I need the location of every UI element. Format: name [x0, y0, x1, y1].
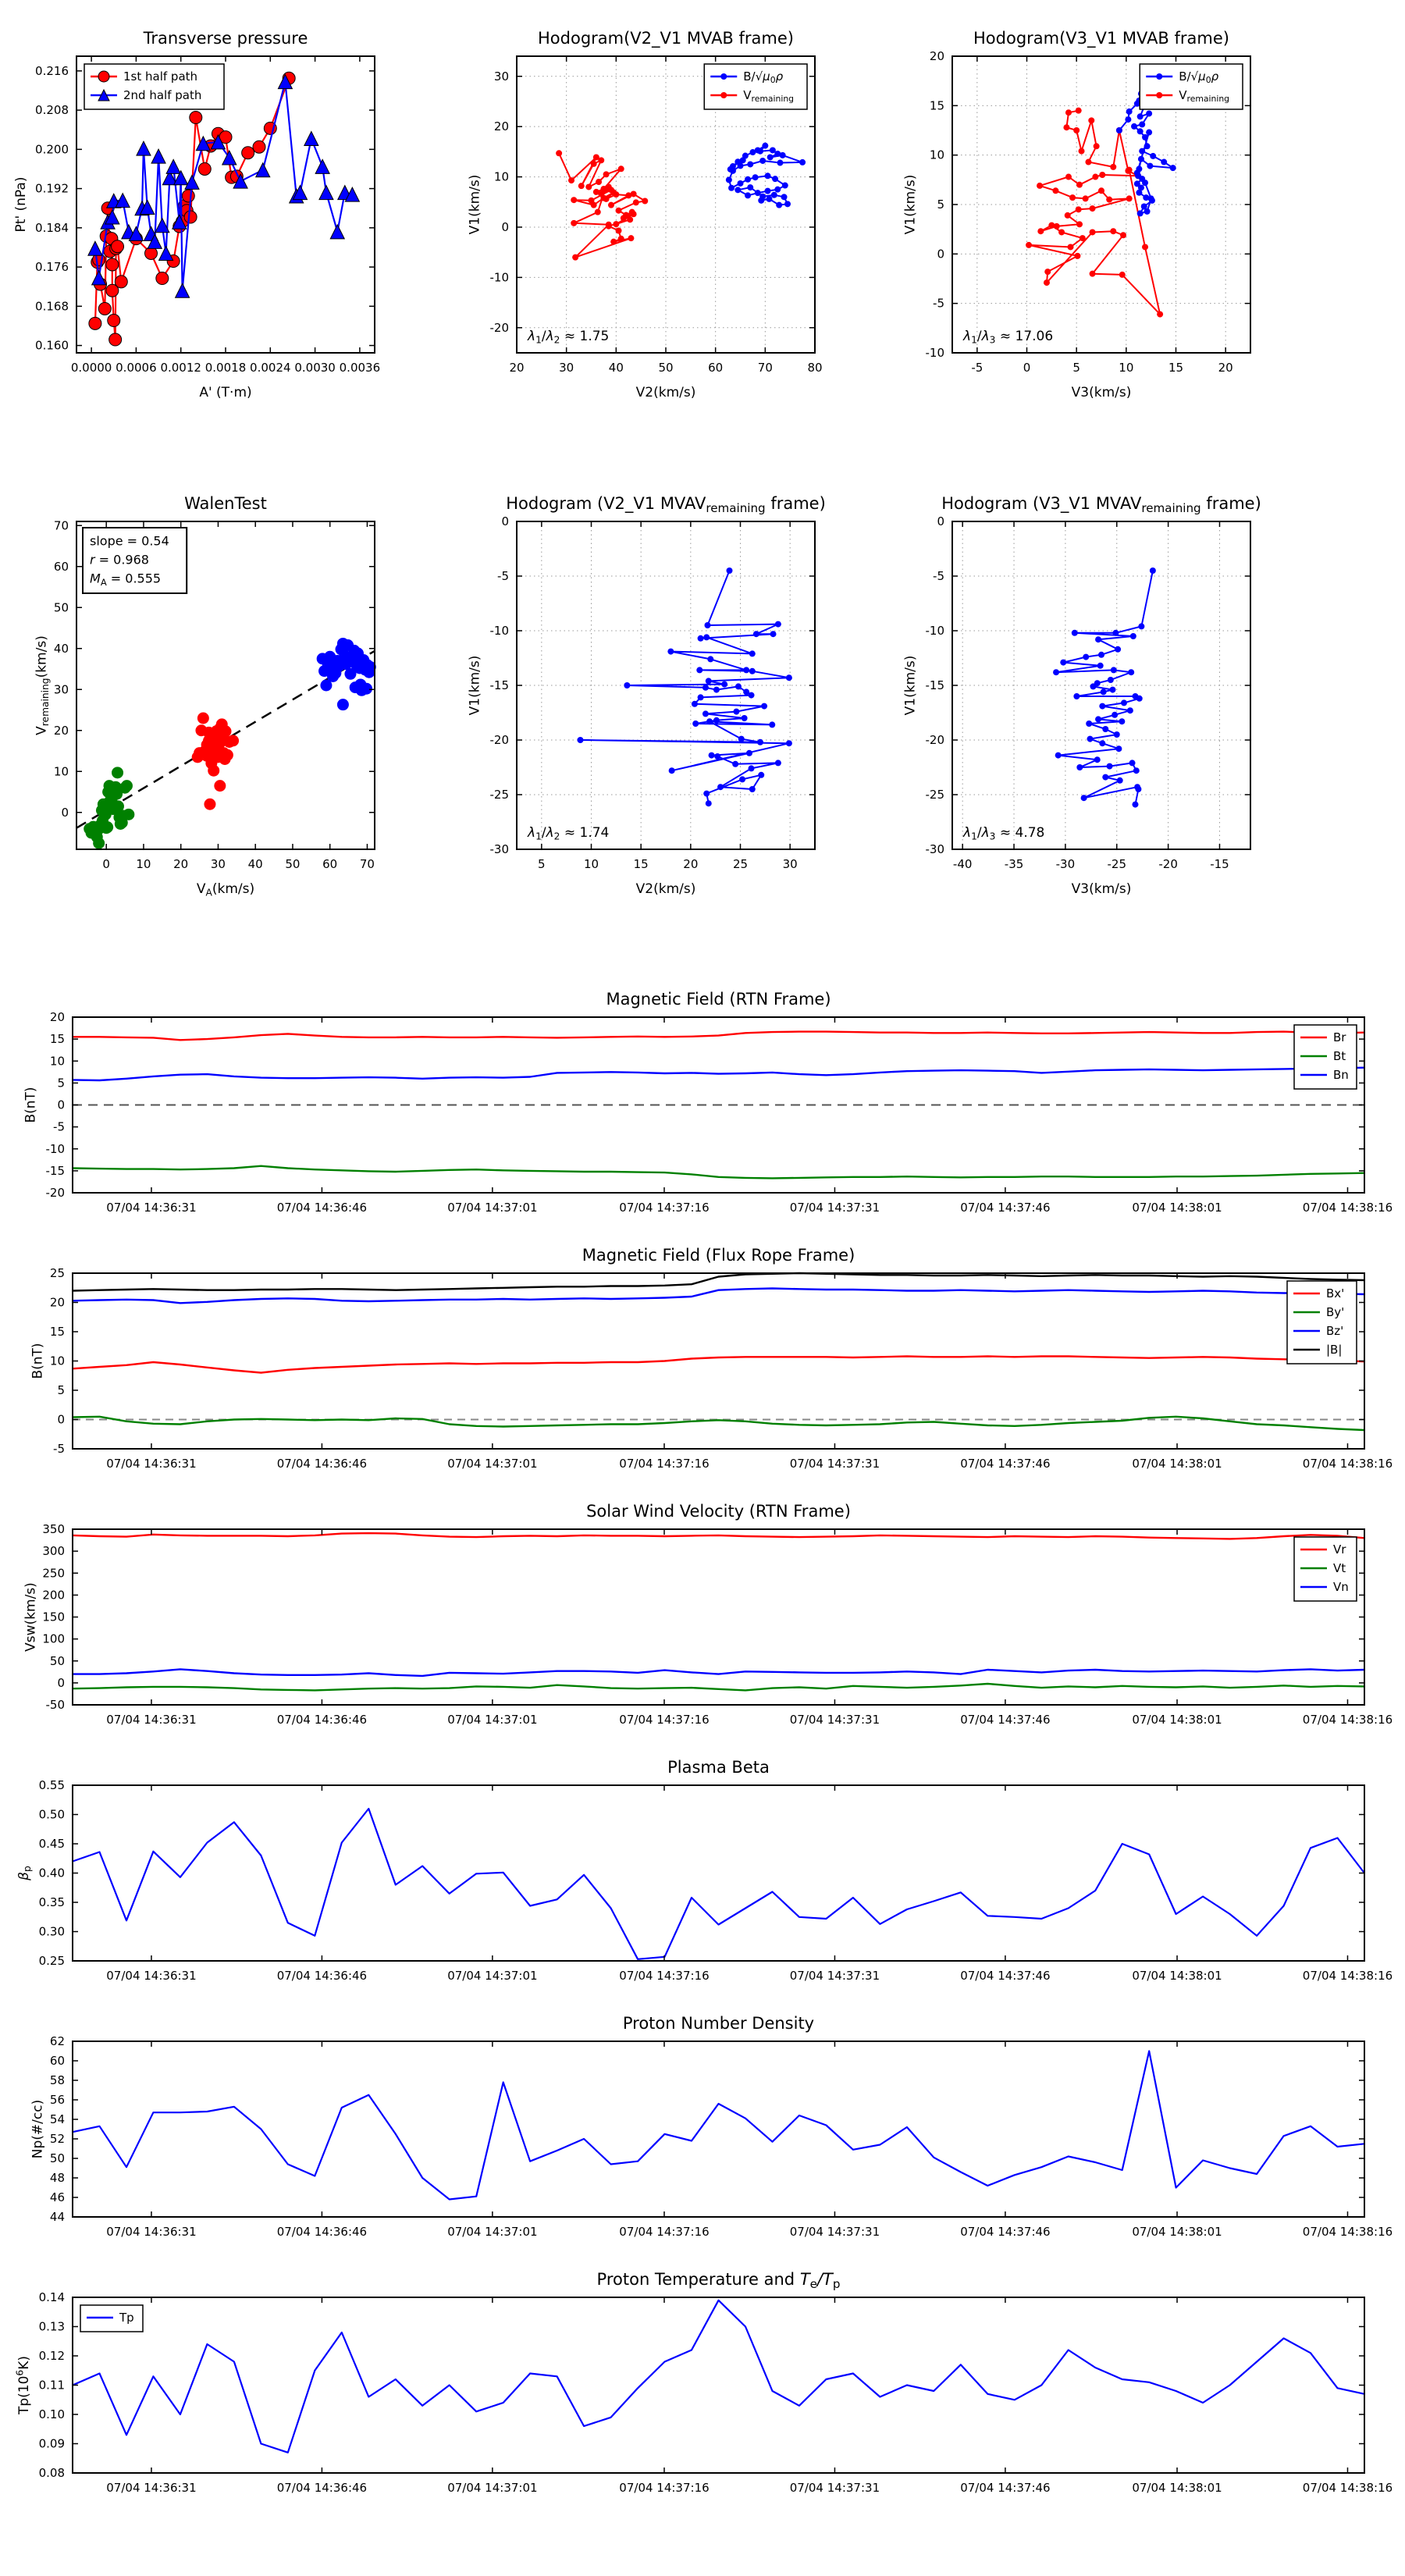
y-tick-label: 5 — [57, 1076, 65, 1091]
y-tick-label: 52 — [49, 2132, 65, 2146]
x-tick-label: 07/04 14:36:31 — [106, 2225, 197, 2239]
y-tick-label: 0 — [57, 1098, 65, 1112]
legend-label: $B/√\mu_0\rho$ — [743, 69, 784, 85]
lambda-annotation: $\lambda_1/\lambda_3 \approx 17.06$ — [963, 329, 1054, 346]
x-tick-label: 07/04 14:37:31 — [789, 1457, 880, 1471]
series-Tp — [73, 2300, 1364, 2453]
series-Bn — [73, 1068, 1364, 1080]
y-tick-label: 0.55 — [38, 1778, 65, 1792]
chart-hodogram-v2v1-mvav — [467, 494, 826, 897]
y-tick-label: 250 — [42, 1566, 65, 1581]
y-tick-label: 0.200 — [35, 142, 69, 157]
stats-line: slope = 0.54 — [90, 533, 169, 549]
x-tick-label: 07/04 14:36:46 — [276, 1969, 368, 1983]
y-tick-label: -25 — [925, 788, 944, 802]
legend — [1294, 1537, 1357, 1601]
x-tick-label: 10 — [583, 857, 599, 871]
x-tick-label: 07/04 14:38:16 — [1302, 1713, 1393, 1727]
x-tick-label: 07/04 14:38:01 — [1132, 2481, 1222, 2495]
x-tick-label: 0.0030 — [294, 361, 336, 375]
x-tick-label: 0.0000 — [70, 361, 112, 375]
x-tick-label: 07/04 14:37:01 — [447, 2225, 538, 2239]
y-tick-label: 25 — [49, 1266, 65, 1280]
x-tick-label: 30 — [210, 857, 226, 871]
series-v-remaining — [559, 153, 645, 257]
x-tick-label: -5 — [971, 361, 984, 375]
x-axis-label: A' (T·m) — [199, 385, 252, 400]
series-Vn — [73, 1669, 1364, 1676]
x-tick-label: 07/04 14:36:46 — [276, 1201, 368, 1215]
x-tick-label: 0.0024 — [250, 361, 291, 375]
markers-cluster-mid — [192, 713, 239, 810]
y-tick-label: 0.216 — [35, 63, 69, 78]
x-tick-label: 07/04 14:37:31 — [789, 1713, 880, 1727]
x-tick-label: 70 — [757, 361, 773, 375]
y-tick-label: -5 — [933, 569, 944, 583]
y-tick-label: 20 — [49, 1295, 65, 1310]
y-tick-label: 60 — [53, 559, 69, 574]
y-tick-label: 0.08 — [38, 2466, 65, 2480]
chart-hodogram-v3v1-mvab — [902, 29, 1250, 400]
axes-frame — [73, 2297, 1364, 2473]
y-tick-label: -15 — [489, 678, 509, 692]
x-tick-label: 07/04 14:37:31 — [789, 2225, 880, 2239]
y-tick-label: 50 — [49, 2151, 65, 2165]
chart-proton-temperature — [14, 2270, 1393, 2495]
x-tick-label: 0.0012 — [160, 361, 201, 375]
y-tick-label: 0.45 — [38, 1837, 65, 1851]
y-tick-label: 0.30 — [38, 1924, 65, 1939]
x-tick-label: 07/04 14:36:46 — [276, 1713, 368, 1727]
x-tick-label: 07/04 14:37:16 — [619, 1969, 710, 1983]
y-tick-label: -5 — [933, 296, 944, 311]
legend — [1287, 1281, 1357, 1364]
x-tick-label: 07/04 14:38:16 — [1302, 1969, 1393, 1983]
legend — [704, 64, 807, 109]
y-tick-label: 0 — [61, 805, 69, 820]
y-tick-label: -5 — [497, 569, 509, 583]
y-tick-label: 10 — [929, 148, 944, 162]
chart-title: Solar Wind Velocity (RTN Frame) — [586, 1502, 851, 1521]
legend-label: $V_{remaining}$ — [1179, 88, 1230, 104]
x-tick-label: 15 — [633, 857, 649, 871]
y-tick-label: -50 — [45, 1698, 65, 1712]
y-axis-label: Pt' (nPa) — [13, 176, 29, 233]
x-tick-label: 07/04 14:37:01 — [447, 1457, 538, 1471]
x-tick-label: 07/04 14:37:46 — [960, 1969, 1051, 1983]
y-tick-label: -20 — [925, 733, 944, 747]
series-Bx-prime — [73, 1357, 1364, 1373]
y-tick-label: -10 — [45, 1141, 65, 1156]
chart-transverse-pressure — [13, 29, 381, 400]
y-axis-label: Np(#/cc) — [30, 2099, 46, 2159]
chart-title: WalenTest — [184, 494, 267, 513]
y-tick-label: 0 — [501, 219, 509, 234]
y-tick-label: 40 — [53, 641, 69, 656]
legend-label: Bz' — [1326, 1324, 1344, 1338]
legend-label: 1st half path — [123, 69, 198, 84]
y-tick-label: 100 — [42, 1631, 65, 1646]
legend-label: Bx' — [1326, 1286, 1345, 1300]
chart-title: Hodogram (V3_V1 $MVAV_{remaining}$ frame) — [941, 494, 1261, 516]
legend-label: Vt — [1333, 1561, 1346, 1575]
x-tick-label: 20 — [509, 361, 525, 375]
x-tick-label: 20 — [1218, 361, 1233, 375]
legend-label: By' — [1326, 1305, 1345, 1319]
x-tick-label: 07/04 14:38:16 — [1302, 2481, 1393, 2495]
x-tick-label: 5 — [1072, 361, 1080, 375]
x-tick-label: 07/04 14:36:46 — [276, 1457, 368, 1471]
y-tick-label: 200 — [42, 1588, 65, 1603]
series-Vr — [73, 1533, 1364, 1539]
y-tick-label: 0 — [57, 1675, 65, 1690]
y-tick-label: 30 — [493, 69, 509, 84]
y-tick-label: 15 — [49, 1032, 65, 1047]
chart-title: Magnetic Field (Flux Rope Frame) — [582, 1246, 855, 1265]
x-tick-label: -30 — [1055, 857, 1076, 871]
y-tick-label: -15 — [925, 678, 944, 692]
chart-title: Proton Number Density — [622, 2014, 815, 2033]
series-B-magnitude — [73, 1273, 1364, 1291]
series-b-alfven — [581, 571, 789, 803]
x-tick-label: 07/04 14:37:16 — [619, 1713, 710, 1727]
y-tick-label: -20 — [45, 1186, 65, 1200]
chart-title: Hodogram(V2_V1 MVAB frame) — [538, 29, 794, 48]
y-tick-label: 54 — [49, 2112, 65, 2126]
x-axis-label: V2(km/s) — [635, 881, 696, 897]
series-By-prime — [73, 1417, 1364, 1430]
y-tick-label: 0.160 — [35, 338, 69, 353]
y-axis-label: B(nT) — [23, 1087, 39, 1123]
x-tick-label: 07/04 14:37:46 — [960, 2225, 1051, 2239]
series-Bz-prime — [73, 1289, 1364, 1304]
y-tick-label: 20 — [53, 723, 69, 738]
y-axis-label: $Tp(10^6K)$ — [14, 2355, 32, 2415]
chart-hodogram-v2v1-mvab — [467, 29, 823, 400]
chart-svg-hodogram-v2v1-mvav — [467, 494, 826, 897]
y-tick-label: 0.11 — [38, 2378, 65, 2393]
stats-line: r = 0.968 — [90, 552, 149, 568]
y-tick-label: 0.192 — [35, 181, 69, 196]
legend-label: Vn — [1333, 1580, 1349, 1594]
legend — [80, 2305, 143, 2332]
x-tick-label: 30 — [559, 361, 574, 375]
x-tick-label: 0.0036 — [339, 361, 381, 375]
y-tick-label: 0.10 — [38, 2407, 65, 2421]
y-tick-label: 46 — [49, 2190, 65, 2204]
x-tick-label: 0 — [102, 857, 110, 871]
chart-svg-proton-temperature — [14, 2270, 1393, 2495]
chart-svg-walen-test — [34, 494, 375, 898]
axes-frame — [73, 1785, 1364, 1961]
y-tick-label: 150 — [42, 1610, 65, 1624]
x-tick-label: 07/04 14:37:16 — [619, 2481, 710, 2495]
y-tick-label: 10 — [49, 1354, 65, 1368]
x-axis-label: $V_A(km/s)$ — [196, 881, 255, 898]
y-tick-label: 50 — [49, 1653, 65, 1668]
x-tick-label: 30 — [782, 857, 798, 871]
x-tick-label: 07/04 14:37:31 — [789, 1201, 880, 1215]
y-tick-label: 48 — [49, 2171, 65, 2185]
chart-magnetic-field-flux-rope — [30, 1246, 1393, 1471]
y-tick-label: -25 — [489, 788, 509, 802]
x-tick-label: 15 — [1168, 361, 1184, 375]
series-2nd-half-path — [95, 82, 353, 291]
x-tick-label: 80 — [807, 361, 823, 375]
x-tick-label: -40 — [952, 857, 973, 871]
y-tick-label: -5 — [53, 1119, 65, 1134]
x-tick-label: 07/04 14:37:16 — [619, 1201, 710, 1215]
markers-alfven-velocity — [726, 143, 806, 208]
markers-v-remaining — [556, 150, 648, 260]
y-tick-label: -20 — [489, 733, 509, 747]
x-axis-label: V3(km/s) — [1071, 385, 1132, 400]
x-tick-label: 07/04 14:36:46 — [276, 2225, 368, 2239]
y-tick-label: -10 — [489, 270, 509, 285]
series-Np — [73, 2051, 1364, 2200]
x-tick-label: 07/04 14:37:46 — [960, 1201, 1051, 1215]
y-tick-label: 20 — [929, 49, 944, 63]
y-axis-label: V1(km/s) — [902, 174, 919, 235]
y-tick-label: 0.184 — [35, 220, 69, 235]
x-tick-label: 07/04 14:37:46 — [960, 1713, 1051, 1727]
y-tick-label: 70 — [53, 518, 69, 533]
legend-label: Vr — [1333, 1542, 1346, 1557]
markers-cluster-high — [317, 638, 376, 710]
y-tick-label: 0.176 — [35, 260, 69, 275]
y-tick-label: -5 — [53, 1442, 65, 1456]
x-tick-label: 07/04 14:37:01 — [447, 2481, 538, 2495]
chart-svg-hodogram-v3v1-mvav — [902, 494, 1261, 897]
x-tick-label: 07/04 14:37:31 — [789, 2481, 880, 2495]
legend-label: |B| — [1326, 1343, 1343, 1357]
chart-walen-test — [34, 494, 375, 898]
x-tick-label: 07/04 14:37:46 — [960, 1457, 1051, 1471]
y-tick-label: -30 — [489, 842, 509, 856]
x-tick-label: 0.0018 — [205, 361, 247, 375]
x-tick-label: -20 — [1158, 857, 1178, 871]
y-tick-label: -10 — [489, 624, 509, 638]
x-tick-label: 07/04 14:37:16 — [619, 2225, 710, 2239]
legend-label: Br — [1333, 1030, 1346, 1044]
legend-label: 2nd half path — [123, 88, 202, 102]
x-tick-label: 60 — [708, 361, 724, 375]
x-axis-label: V2(km/s) — [635, 385, 696, 400]
x-tick-label: 07/04 14:36:31 — [106, 1457, 197, 1471]
x-tick-label: 07/04 14:37:46 — [960, 2481, 1051, 2495]
chart-solar-wind-velocity — [23, 1502, 1393, 1727]
x-tick-label: 0.0006 — [116, 361, 157, 375]
y-tick-label: 60 — [49, 2054, 65, 2068]
y-tick-label: 0.13 — [38, 2319, 65, 2334]
series-beta-p — [73, 1809, 1364, 1959]
x-axis-label: V3(km/s) — [1071, 881, 1132, 897]
x-tick-label: -35 — [1004, 857, 1024, 871]
y-tick-label: 20 — [493, 119, 509, 134]
legend — [1294, 1025, 1357, 1089]
x-tick-label: 07/04 14:37:01 — [447, 1969, 538, 1983]
x-tick-label: 50 — [285, 857, 301, 871]
y-tick-label: 0.40 — [38, 1866, 65, 1880]
y-tick-label: 0.50 — [38, 1807, 65, 1822]
y-tick-label: 0 — [57, 1412, 65, 1427]
x-tick-label: 60 — [322, 857, 338, 871]
y-tick-label: 20 — [49, 1010, 65, 1024]
stats-line: $M_A = 0.555$ — [90, 571, 162, 588]
x-tick-label: 20 — [173, 857, 189, 871]
chart-svg-solar-wind-velocity — [23, 1502, 1393, 1727]
x-tick-label: 07/04 14:37:01 — [447, 1713, 538, 1727]
axes-frame — [73, 2041, 1364, 2217]
x-tick-label: 0 — [1023, 361, 1031, 375]
y-tick-label: 15 — [49, 1325, 65, 1339]
y-axis-label: B(nT) — [30, 1343, 46, 1379]
y-axis-label: V1(km/s) — [467, 174, 483, 235]
y-tick-label: 5 — [937, 197, 944, 212]
x-tick-label: 40 — [608, 361, 624, 375]
series-Bt — [73, 1166, 1364, 1179]
y-tick-label: 0 — [937, 247, 944, 262]
y-tick-label: 30 — [53, 682, 69, 697]
y-tick-label: 0.35 — [38, 1895, 65, 1909]
x-tick-label: 07/04 14:36:31 — [106, 1201, 197, 1215]
x-tick-label: 07/04 14:38:16 — [1302, 1457, 1393, 1471]
x-tick-label: 50 — [658, 361, 674, 375]
x-tick-label: 07/04 14:38:01 — [1132, 1457, 1222, 1471]
chart-title: Hodogram (V2_V1 $MVAV_{remaining}$ frame) — [506, 494, 826, 516]
x-tick-label: 07/04 14:38:16 — [1302, 2225, 1393, 2239]
y-tick-label: 10 — [493, 169, 509, 184]
y-tick-label: 0.14 — [38, 2290, 65, 2304]
y-tick-label: 0.25 — [38, 1954, 65, 1968]
y-tick-label: 56 — [49, 2093, 65, 2107]
x-tick-label: 07/04 14:38:01 — [1132, 1713, 1222, 1727]
chart-svg-magnetic-field-rtn — [23, 990, 1393, 1215]
lambda-annotation: $\lambda_1/\lambda_2 \approx 1.74$ — [528, 825, 610, 842]
y-tick-label: 0.208 — [35, 103, 69, 118]
y-tick-label: -15 — [45, 1163, 65, 1178]
legend-label: Bn — [1333, 1068, 1349, 1082]
y-tick-label: -20 — [489, 320, 509, 335]
y-tick-label: 62 — [49, 2034, 65, 2048]
chart-hodogram-v3v1-mvav — [902, 494, 1261, 897]
y-tick-label: 5 — [57, 1383, 65, 1397]
markers-cluster-low — [84, 767, 134, 849]
x-tick-label: 07/04 14:36:31 — [106, 1969, 197, 1983]
markers-1st-half-path — [89, 72, 295, 346]
legend-label: Tp — [119, 2311, 134, 2325]
x-tick-label: -15 — [1210, 857, 1229, 871]
legend — [1140, 64, 1243, 109]
series-Vt — [73, 1684, 1364, 1690]
x-tick-label: 25 — [732, 857, 749, 871]
x-tick-label: 07/04 14:36:31 — [106, 1713, 197, 1727]
y-tick-label: 44 — [49, 2210, 65, 2224]
axes-frame — [73, 1529, 1364, 1705]
chart-svg-magnetic-field-flux-rope — [30, 1246, 1393, 1471]
x-tick-label: 07/04 14:38:01 — [1132, 2225, 1222, 2239]
chart-title: Hodogram(V3_V1 MVAB frame) — [973, 29, 1229, 48]
y-tick-label: -10 — [925, 346, 944, 360]
x-tick-label: -25 — [1107, 857, 1127, 871]
x-tick-label: 5 — [538, 857, 546, 871]
y-tick-label: 0 — [937, 514, 944, 528]
chart-title: Proton Temperature and $T_e/T_p$ — [596, 2270, 841, 2292]
chart-plasma-beta — [16, 1758, 1393, 1983]
chart-title: Plasma Beta — [667, 1758, 770, 1777]
y-tick-label: -30 — [925, 842, 944, 856]
legend-label: Bt — [1333, 1049, 1346, 1063]
y-axis-label: V1(km/s) — [467, 655, 483, 716]
x-tick-label: 20 — [683, 857, 699, 871]
chart-title: Transverse pressure — [143, 29, 308, 48]
x-tick-label: 40 — [247, 857, 263, 871]
y-tick-label: 350 — [42, 1522, 65, 1536]
y-tick-label: 0.09 — [38, 2436, 65, 2451]
x-tick-label: 07/04 14:38:01 — [1132, 1969, 1222, 1983]
y-axis-label: $\beta_p$ — [16, 1866, 34, 1880]
y-tick-label: 10 — [49, 1054, 65, 1069]
y-tick-label: 0.168 — [35, 299, 69, 314]
x-tick-label: 07/04 14:38:16 — [1302, 1201, 1393, 1215]
chart-svg-transverse-pressure — [13, 29, 381, 400]
markers-b-alfven — [1053, 568, 1156, 808]
chart-svg-hodogram-v2v1-mvab — [467, 29, 823, 400]
x-tick-label: 07/04 14:37:31 — [789, 1969, 880, 1983]
y-axis-label: V1(km/s) — [902, 655, 919, 716]
legend-label: $B/√\mu_0\rho$ — [1179, 69, 1219, 85]
x-tick-label: 07/04 14:36:31 — [106, 2481, 197, 2495]
y-tick-label: 10 — [53, 764, 69, 779]
x-tick-label: 10 — [136, 857, 151, 871]
chart-svg-hodogram-v3v1-mvab — [902, 29, 1250, 400]
lambda-annotation: $\lambda_1/\lambda_2 \approx 1.75$ — [528, 329, 610, 346]
x-tick-label: 07/04 14:36:46 — [276, 2481, 368, 2495]
y-tick-label: 58 — [49, 2073, 65, 2087]
y-tick-label: 50 — [53, 600, 69, 615]
y-tick-label: -10 — [925, 624, 944, 638]
chart-title: Magnetic Field (RTN Frame) — [606, 990, 831, 1009]
x-tick-label: 07/04 14:38:01 — [1132, 1201, 1222, 1215]
x-tick-label: 07/04 14:37:16 — [619, 1457, 710, 1471]
y-tick-label: 0.12 — [38, 2349, 65, 2363]
legend — [84, 64, 224, 109]
y-axis-label: $V_{remaining}(km/s)$ — [34, 635, 51, 735]
x-tick-label: 70 — [359, 857, 375, 871]
lambda-annotation: $\lambda_1/\lambda_3 \approx 4.78$ — [963, 825, 1045, 842]
x-tick-label: 10 — [1119, 361, 1134, 375]
chart-svg-proton-number-density — [30, 2014, 1393, 2239]
y-axis-label: Vsw(km/s) — [23, 1582, 39, 1652]
chart-proton-density — [30, 2014, 1393, 2239]
y-tick-label: 0 — [501, 514, 509, 528]
x-tick-label: 07/04 14:37:01 — [447, 1201, 538, 1215]
series-Br — [73, 1032, 1364, 1041]
y-tick-label: 300 — [42, 1544, 65, 1559]
legend-label: $V_{remaining}$ — [743, 88, 795, 104]
y-tick-label: 15 — [929, 98, 944, 113]
chart-magnetic-field-rtn — [23, 990, 1393, 1215]
